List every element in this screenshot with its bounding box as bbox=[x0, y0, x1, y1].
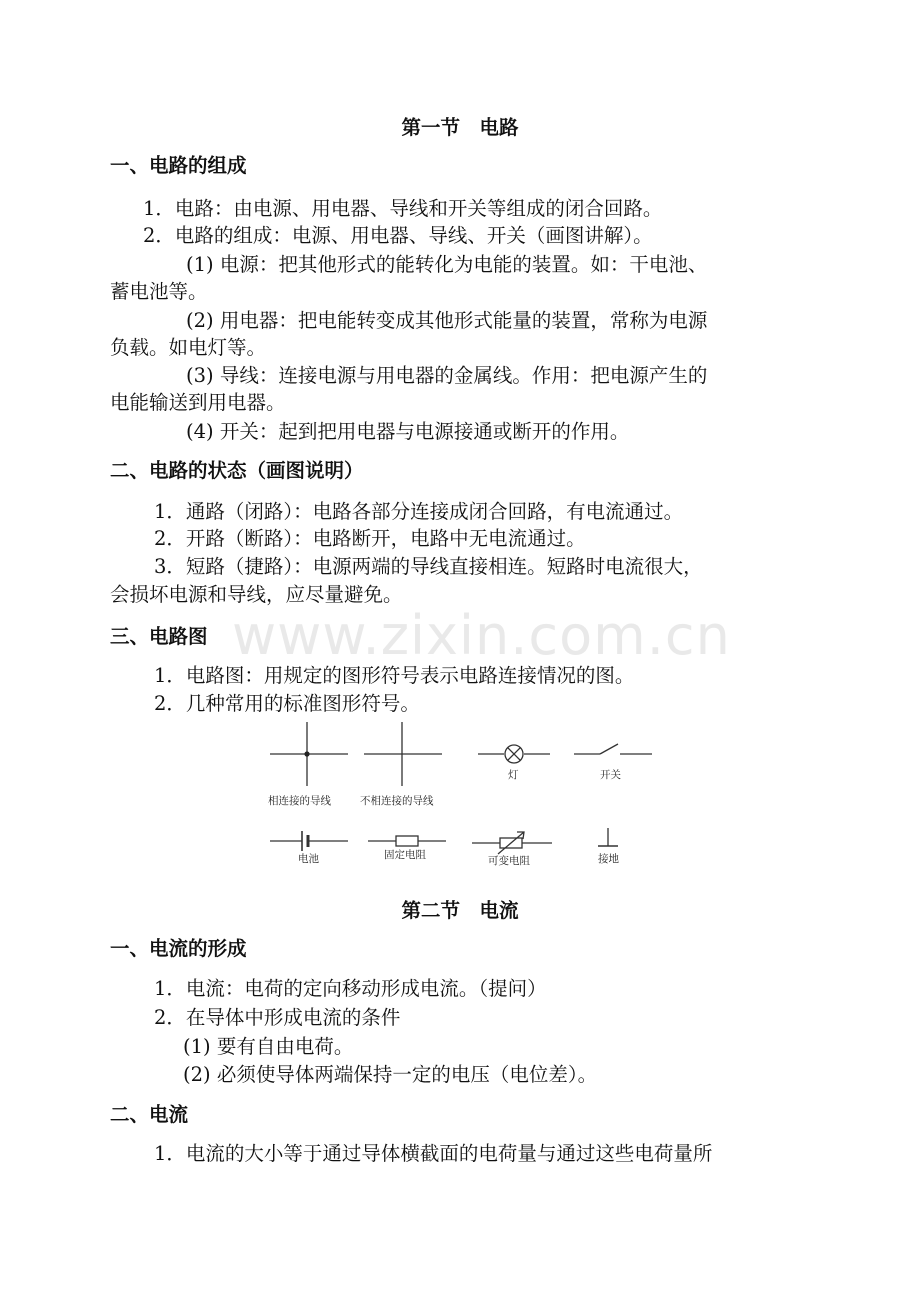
fixed-resistor-symbol bbox=[368, 836, 446, 846]
paragraph: 电能输送到用电器。 bbox=[110, 391, 286, 414]
paragraph: 2．在导体中形成电流的条件 bbox=[154, 1006, 401, 1029]
heading-circuit-composition: 一、电路的组成 bbox=[110, 154, 247, 177]
paragraph: 1．电路图：用规定的图形符号表示电路连接情况的图。 bbox=[154, 664, 635, 687]
variable-resistor-symbol bbox=[472, 832, 552, 854]
paragraph: (2) 用电器：把电能转变成其他形式能量的装置，常称为电源 bbox=[186, 309, 708, 332]
section-title-current: 第二节 电流 bbox=[401, 899, 519, 922]
connected-wires-symbol bbox=[270, 722, 348, 786]
paragraph: (1) 电源：把其他形式的能转化为电能的装置。如：干电池、 bbox=[186, 253, 708, 276]
paragraph: 3．短路（捷路）：电源两端的导线直接相连。短路时电流很大， bbox=[154, 555, 703, 578]
paragraph: 1．通路（闭路）：电路各部分连接成闭合回路，有电流通过。 bbox=[154, 500, 684, 523]
paragraph: (4) 开关：起到把用电器与电源接通或断开的作用。 bbox=[186, 420, 630, 443]
label-ground: 接地 bbox=[598, 853, 619, 865]
paragraph: 1．电流：电荷的定向移动形成电流。（提问） bbox=[154, 977, 547, 1000]
circuit-symbols-figure bbox=[262, 716, 662, 876]
label-switch: 开关 bbox=[600, 769, 621, 781]
heading-current: 二、电流 bbox=[110, 1103, 189, 1126]
label-connected-wires: 相连接的导线 bbox=[268, 795, 331, 807]
paragraph: (2) 必须使导体两端保持一定的电压（电位差）。 bbox=[183, 1063, 598, 1086]
paragraph: 2．开路（断路）：电路断开，电路中无电流通过。 bbox=[154, 527, 586, 550]
section-title-circuit: 第一节 电路 bbox=[401, 116, 519, 139]
paragraph: (1) 要有自由电荷。 bbox=[183, 1035, 354, 1058]
paragraph: 2．电路的组成：电源、用电器、导线、开关（画图讲解）。 bbox=[143, 224, 653, 247]
label-lamp: 灯 bbox=[508, 769, 519, 781]
label-unconnected-wires: 不相连接的导线 bbox=[360, 795, 434, 807]
paragraph: 会损坏电源和导线，应尽量避免。 bbox=[110, 583, 403, 606]
heading-circuit-states: 二、电路的状态（画图说明） bbox=[110, 459, 364, 482]
lamp-symbol bbox=[478, 745, 550, 763]
label-battery: 电池 bbox=[298, 853, 319, 865]
paragraph: (3) 导线：连接电源与用电器的金属线。作用：把电源产生的 bbox=[186, 364, 708, 387]
paragraph: 蓄电池等。 bbox=[110, 280, 208, 303]
ground-symbol bbox=[598, 828, 618, 846]
paragraph: 1．电路：由电源、用电器、导线和开关等组成的闭合回路。 bbox=[143, 197, 663, 220]
label-fixed-resistor: 固定电阻 bbox=[384, 849, 426, 861]
label-variable-resistor: 可变电阻 bbox=[488, 855, 530, 867]
paragraph: 2．几种常用的标准图形符号。 bbox=[154, 692, 420, 715]
switch-symbol bbox=[574, 744, 652, 754]
battery-symbol bbox=[270, 831, 348, 851]
paragraph: 1．电流的大小等于通过导体横截面的电荷量与通过这些电荷量所 bbox=[154, 1142, 713, 1165]
paragraph: 负载。如电灯等。 bbox=[110, 336, 267, 359]
heading-current-formation: 一、电流的形成 bbox=[110, 937, 247, 960]
heading-circuit-diagram: 三、电路图 bbox=[110, 625, 208, 648]
unconnected-wires-symbol bbox=[364, 722, 442, 786]
watermark: www.zixin.com.cn bbox=[232, 604, 731, 667]
